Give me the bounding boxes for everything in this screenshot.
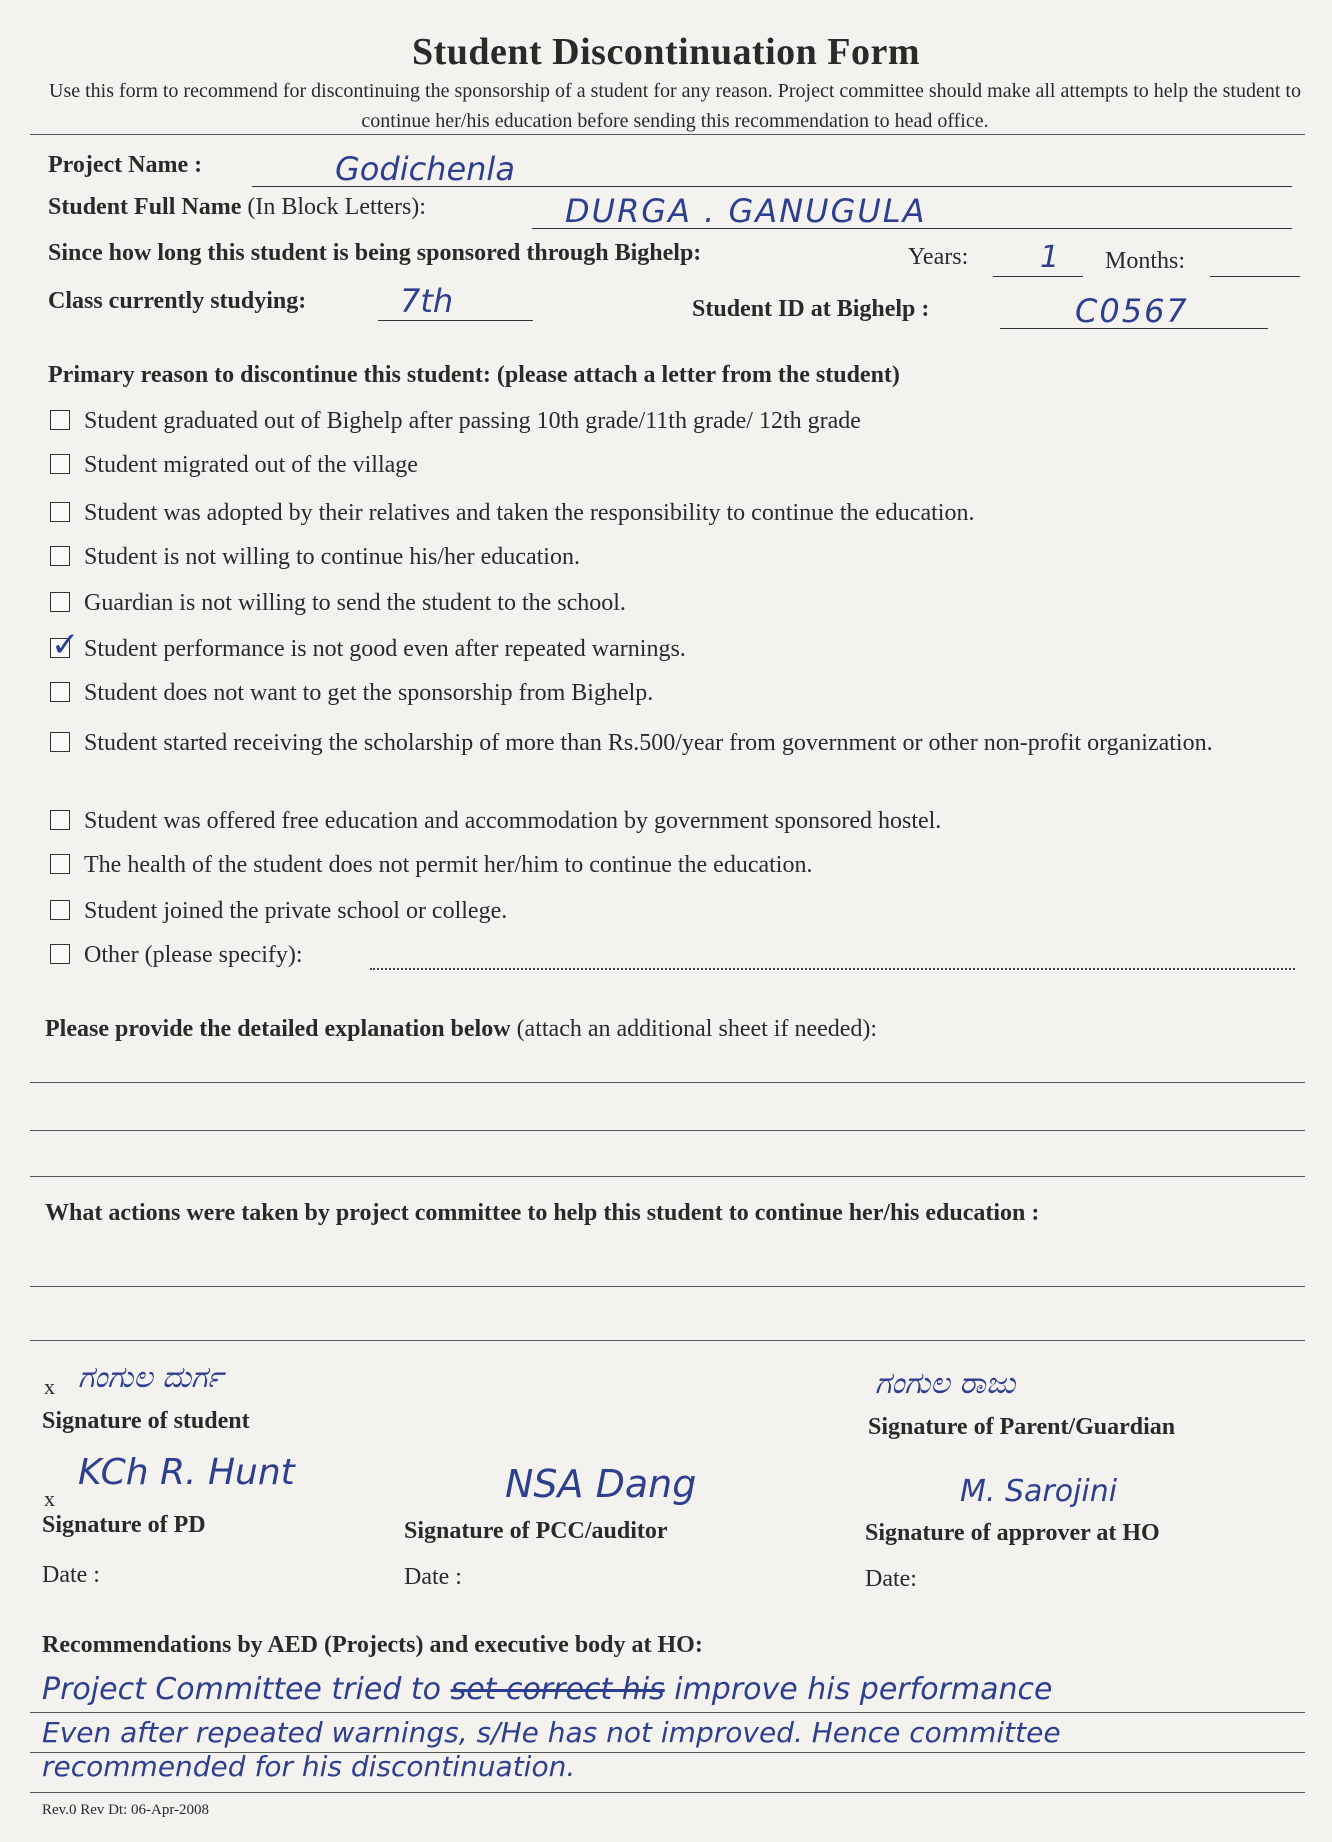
reason-checkbox[interactable] [50, 454, 70, 474]
recommendation-line-2: Even after repeated warnings, s/He has not improved. Hence committee [42, 1716, 1061, 1749]
actions-line-1[interactable] [30, 1286, 1305, 1287]
months-label: Months: [1105, 248, 1186, 274]
explanation-line-3[interactable] [30, 1176, 1305, 1177]
project-name-label: Project Name : [48, 152, 203, 178]
pcc-signature: NSA Dang [505, 1462, 697, 1506]
reason-text: Student was adopted by their relatives and taken the responsibility to continue the education. [84, 500, 975, 526]
recommendation-line-3: recommended for his discontinuation. [42, 1750, 576, 1783]
student-name-label-text: Student Full Name [48, 194, 242, 220]
recommendation-rule-3 [30, 1792, 1305, 1793]
years-field[interactable]: 1 [1040, 240, 1060, 275]
class-field[interactable]: 7th [400, 282, 454, 320]
reason-checkbox[interactable] [50, 410, 70, 430]
explanation-line-2[interactable] [30, 1130, 1305, 1131]
reason-item [50, 586, 626, 620]
reason-checkbox[interactable] [50, 546, 70, 566]
class-label: Class currently studying: [48, 288, 307, 314]
reasons-heading: Primary reason to discontinue this student: (please attach a letter from the student) [48, 362, 900, 388]
student-signature: ಗಂಗುಲ ದುರ್ಗ [78, 1360, 223, 1395]
project-name-field[interactable]: Godichenla [335, 150, 515, 188]
years-line [993, 276, 1083, 277]
approver-signature: M. Sarojini [960, 1474, 1118, 1509]
student-name-note: (In Block Letters): [247, 194, 426, 220]
reason-checkbox[interactable] [50, 502, 70, 522]
guardian-signature-label: Signature of Parent/Guardian [868, 1414, 1176, 1440]
date-label-pcc: Date : [404, 1564, 462, 1590]
reason-text: Other (please specify): [84, 942, 303, 968]
date-label-approver: Date: [865, 1566, 917, 1592]
reason-text: Student migrated out of the village [84, 452, 418, 478]
form-intro: Use this form to recommend for discontinuing the sponsorship of a student for any reason. Project committee should make all attempts to help the student to continue her/his education before sending this recommendation to head office. [49, 80, 1301, 132]
student-name-label [48, 194, 426, 221]
reason-checkbox[interactable] [50, 854, 70, 874]
reason-text: Guardian is not willing to send the student to the school. [84, 590, 626, 616]
explanation-line-1[interactable] [30, 1082, 1305, 1083]
student-id-label: Student ID at Bighelp : [692, 296, 930, 322]
reason-checkbox[interactable] [50, 944, 70, 964]
reason-text: The health of the student does not permit her/him to continue the education. [84, 852, 813, 878]
class-line [378, 320, 533, 321]
reason-item [50, 894, 507, 928]
pcc-signature-label: Signature of PCC/auditor [404, 1518, 668, 1544]
reason-item [50, 404, 861, 438]
student-signature-label: Signature of student [42, 1408, 250, 1434]
explanation-label [45, 1016, 877, 1043]
reason-text: Student was offered free education and accommodation by government sponsored hostel. [84, 808, 942, 834]
reason-item [50, 804, 941, 838]
recommendation-text: Project Committee tried to [42, 1672, 442, 1707]
reason-text: Student performance is not good even after repeated warnings. [84, 636, 686, 662]
reason-item [50, 848, 812, 882]
reason-item [50, 540, 580, 574]
reason-text: Student started receiving the scholarship of more than Rs.500/year from government or other non-profit organization. [84, 730, 1213, 756]
reason-text: Student graduated out of Bighelp after passing 10th grade/11th grade/ 12th grade [84, 408, 861, 434]
date-label-pd: Date : [42, 1562, 100, 1588]
reason-text: Student does not want to get the sponsorship from Bighelp. [84, 680, 654, 706]
pd-signature: KCh R. Hunt [78, 1452, 295, 1493]
reason-checkbox[interactable] [50, 592, 70, 612]
x-mark: x [44, 1486, 55, 1511]
actions-label: What actions were taken by project committee to help this student to continue her/his education : [45, 1200, 1040, 1226]
reason-item [50, 726, 1230, 760]
recommendation-line-1 [42, 1672, 1052, 1707]
pd-signature-label: Signature of PD [42, 1512, 206, 1538]
revision-footer: Rev.0 Rev Dt: 06-Apr-2008 [42, 1802, 210, 1818]
reason-item [50, 496, 974, 530]
years-label: Years: [908, 244, 969, 270]
recommendation-rule-1 [30, 1712, 1305, 1713]
since-label: Since how long this student is being sponsored through Bighelp: [48, 240, 702, 266]
student-id-field[interactable]: C0567 [1075, 292, 1189, 330]
reason-text: Student joined the private school or college. [84, 898, 508, 924]
recommendation-strikethrough: set correct his [450, 1672, 665, 1707]
reason-checkbox[interactable] [50, 732, 70, 752]
reason-checkbox-checked[interactable] [50, 638, 70, 658]
reason-text: Student is not willing to continue his/her education. [84, 544, 580, 570]
x-mark: x [44, 1374, 55, 1399]
explanation-note: (attach an additional sheet if needed): [516, 1016, 878, 1042]
reason-item [50, 676, 653, 710]
explanation-label-text: Please provide the detailed explanation below [45, 1016, 511, 1042]
reason-item [50, 632, 686, 666]
header-rule [30, 134, 1305, 135]
months-line [1210, 276, 1300, 277]
reason-item [50, 448, 418, 482]
form-title: Student Discontinuation Form [411, 31, 921, 73]
recommendations-label: Recommendations by AED (Projects) and executive body at HO: [42, 1632, 703, 1658]
recommendation-text: improve his performance [674, 1672, 1053, 1707]
reason-checkbox[interactable] [50, 682, 70, 702]
reason-checkbox[interactable] [50, 900, 70, 920]
guardian-signature: ಗಂಗುಲ ರಾಜು [875, 1366, 1016, 1401]
actions-line-2[interactable] [30, 1340, 1305, 1341]
student-name-field[interactable]: DURGA . GANUGULA [565, 192, 927, 230]
approver-signature-label: Signature of approver at HO [865, 1520, 1160, 1546]
reason-item [50, 938, 303, 972]
other-specify-line[interactable] [370, 968, 1295, 970]
reason-checkbox[interactable] [50, 810, 70, 830]
